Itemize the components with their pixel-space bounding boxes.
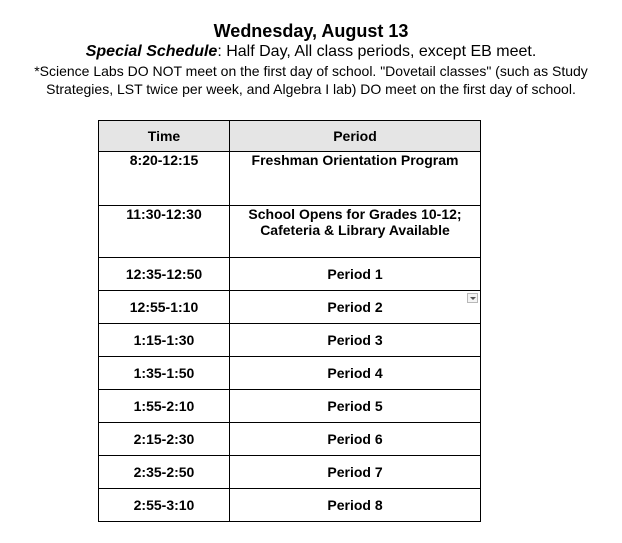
table-row — [99, 423, 481, 456]
schedule-table — [98, 120, 481, 522]
time-cell: 2:35-2:50 — [99, 456, 230, 489]
table-row — [99, 206, 481, 258]
time-cell: 1:35-1:50 — [99, 357, 230, 390]
chevron-down-icon[interactable] — [467, 293, 478, 303]
period-cell — [230, 291, 481, 324]
period-cell: Period 3 — [230, 324, 481, 357]
schedule-note: *Science Labs DO NOT meet on the first day of school. "Dovetail classes" (such as Study Strategies, LST twice per week, and Algebra I lab) DO meet on the first day of school. — [34, 63, 588, 97]
table-row — [99, 258, 481, 291]
period-cell: Period 1 — [230, 258, 481, 291]
time-cell: 2:15-2:30 — [99, 423, 230, 456]
subtitle-text: : Half Day, All class periods, except EB meet. — [217, 43, 537, 60]
table-row — [99, 324, 481, 357]
subtitle-label: Special Schedule — [85, 43, 218, 60]
time-cell: 11:30-12:30 — [99, 206, 230, 258]
period-label: Period 2 — [327, 299, 383, 315]
table-header-row — [99, 121, 481, 152]
table-row — [99, 456, 481, 489]
period-cell: Freshman Orientation Program — [230, 152, 481, 206]
time-cell: 12:55-1:10 — [99, 291, 230, 324]
time-cell: 8:20-12:15 — [99, 152, 230, 206]
time-cell: 12:35-12:50 — [99, 258, 230, 291]
period-cell: Period 4 — [230, 357, 481, 390]
table-row — [99, 152, 481, 206]
table-row — [99, 489, 481, 522]
period-cell: Period 7 — [230, 456, 481, 489]
period-column-header: Period — [230, 121, 481, 152]
table-row — [99, 357, 481, 390]
time-cell: 1:15-1:30 — [99, 324, 230, 357]
period-line: Cafeteria & Library Available — [260, 222, 450, 238]
page-title: Wednesday, August 13 — [213, 21, 409, 41]
time-cell: 2:55-3:10 — [99, 489, 230, 522]
table-row — [99, 291, 481, 324]
time-column-header: Time — [99, 121, 230, 152]
period-line: School Opens for Grades 10-12; — [248, 206, 462, 222]
table-row — [99, 390, 481, 423]
period-cell — [230, 206, 481, 258]
schedule-header — [0, 20, 622, 98]
time-cell: 1:55-2:10 — [99, 390, 230, 423]
period-cell: Period 8 — [230, 489, 481, 522]
schedule-subtitle — [0, 42, 622, 62]
period-cell: Period 5 — [230, 390, 481, 423]
period-cell: Period 6 — [230, 423, 481, 456]
